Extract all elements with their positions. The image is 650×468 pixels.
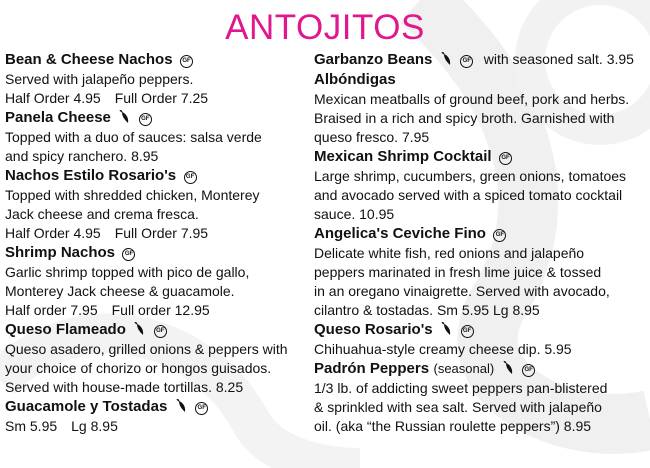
item-header [5,397,305,417]
gluten-free-icon: GF [493,229,506,242]
item-desc: and spicy ranchero. 8.95 [5,148,159,164]
gluten-free-icon: GF [499,152,512,165]
gluten-free-icon: GF [122,248,135,261]
item-name: Angelica's Ceviche Fino [314,225,486,242]
item-name: Nachos Estilo Rosario's [5,167,177,184]
item-desc: Chihuahua-style creamy cheese dip. 5.95 [314,341,572,357]
item-name: Albóndigas [314,71,396,88]
item-desc: and avocado served with a spiced tomato cocktail [314,187,623,203]
item-desc: Garlic shrimp topped with pico de gallo, [5,264,250,280]
chili-pepper-icon [176,399,188,413]
right-column [314,50,646,436]
left-column [5,50,305,436]
item-name: Shrimp Nachos [5,244,116,261]
price-half: Half Order 4.95 [5,225,101,241]
price-full: Full order 12.95 [111,302,210,318]
item-desc: cilantro & tostadas. Sm 5.95 Lg 8.95 [314,302,540,318]
gluten-free-icon: GF [139,113,152,126]
section-title: ANTOJITOS [225,8,425,47]
item-header [5,166,305,186]
item-prices [5,224,305,243]
gluten-free-icon: GF [461,325,474,338]
item-name: Panela Cheese [5,109,111,126]
item-desc: Large shrimp, cucumbers, green onions, tomatoes [314,168,627,184]
price-half: Half order 7.95 [5,302,98,318]
item-desc: Jack cheese and crema fresca. [5,206,199,222]
item-header [314,147,646,167]
item-header [314,50,646,70]
item-header [314,320,646,340]
gluten-free-icon: GF [522,364,535,377]
item-prices [5,417,305,436]
item-prices [5,301,305,320]
item-desc: Monterey Jack cheese & guacamole. [5,283,235,299]
item-desc: Queso asadero, grilled onions & peppers with [5,341,288,357]
gluten-free-icon: GF [195,402,208,415]
item-desc: & sprinkled with sea salt. Served with jalapeño [314,399,602,415]
item-desc: Served with jalapeño peppers. [5,71,194,87]
item-desc: Topped with shredded chicken, Monterey [5,187,260,203]
item-header [5,108,305,128]
gluten-free-icon: GF [460,55,473,68]
item-name: Guacamole y Tostadas [5,398,168,415]
item-desc: peppers marinated in fresh lime juice & tossed [314,264,602,280]
menu-item-queso-flameado [5,320,305,397]
item-desc: with seasoned salt. 3.95 [483,51,634,67]
item-desc: your choice of chorizo or hongos guisados. [5,360,272,376]
gluten-free-icon: GF [154,325,167,338]
item-header [314,359,646,379]
item-desc: 1/3 lb. of addicting sweet peppers pan-blistered [314,380,608,396]
menu-item-garbanzo-beans [314,50,646,70]
chili-pepper-icon [134,322,146,336]
price-small: Sm 5.95 [5,418,58,434]
item-header [314,70,646,90]
menu-item-shrimp-nachos [5,243,305,320]
chili-pepper-icon [441,322,453,336]
item-desc: oil. (aka “the Russian roulette peppers”) 8.95 [314,418,592,434]
price-half: Half Order 4.95 [5,90,101,106]
item-name: Garbanzo Beans [314,51,433,68]
item-prices [5,89,305,108]
item-name: Bean & Cheese Nachos [5,51,173,68]
item-name: Mexican Shrimp Cocktail [314,148,492,165]
item-name: Queso Flameado [5,321,126,338]
item-desc: Served with house-made tortillas. 8.25 [5,379,244,395]
menu-item-padron-peppers [314,359,646,436]
menu-item-nachos-estilo-rosarios [5,166,305,243]
item-header [314,224,646,244]
item-desc: in an oregano vinaigrette. Served with avocado, [314,283,610,299]
item-header [5,243,305,263]
menu-item-panela-cheese [5,108,305,166]
price-full: Full Order 7.95 [114,225,209,241]
item-desc: Delicate white fish, red onions and jalapeño [314,245,585,261]
menu-item-angelicas-ceviche-fino [314,224,646,320]
price-full: Full Order 7.25 [114,90,209,106]
item-desc: Braised in a rich and spicy broth. Garnished with [314,110,615,126]
chili-pepper-icon [503,361,515,375]
seasonal-note: (seasonal) [433,361,495,376]
gluten-free-icon: GF [184,171,197,184]
item-header [5,50,305,70]
chili-pepper-icon [119,110,131,124]
item-desc: Topped with a duo of sauces: salsa verde [5,129,262,145]
chili-pepper-icon [441,52,453,66]
item-header [5,320,305,340]
item-name: Queso Rosario's [314,321,433,338]
menu-item-guacamole-y-tostadas [5,397,305,436]
menu-item-bean-cheese-nachos [5,50,305,108]
item-desc: Mexican meatballs of ground beef, pork and herbs. [314,91,630,107]
menu-item-mexican-shrimp-cocktail [314,147,646,224]
menu-item-albondigas [314,70,646,147]
menu-item-queso-rosarios [314,320,646,359]
item-desc: sauce. 10.95 [314,206,395,222]
item-desc: queso fresco. 7.95 [314,129,430,145]
gluten-free-icon: GF [180,55,193,68]
item-name: Padrón Peppers [314,360,430,377]
price-large: Lg 8.95 [71,418,118,434]
